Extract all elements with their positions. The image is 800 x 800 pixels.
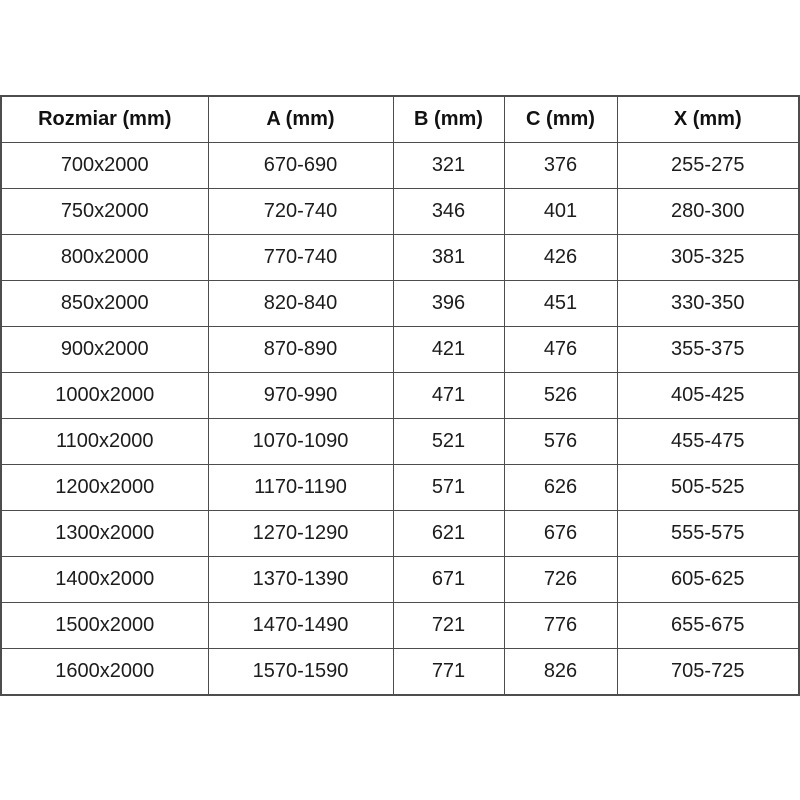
table-cell: 671 [393,557,504,603]
table-cell: 800x2000 [1,235,208,281]
table-row [1,603,799,649]
table-row [1,511,799,557]
table-cell: 555-575 [617,511,799,557]
size-dimensions-table [0,95,800,696]
table-cell: 1400x2000 [1,557,208,603]
table-row [1,189,799,235]
table-cell: 280-300 [617,189,799,235]
dimensions-table-container [0,95,798,696]
table-cell: 355-375 [617,327,799,373]
table-row [1,373,799,419]
table-cell: 705-725 [617,649,799,696]
table-cell: 376 [504,143,617,189]
table-cell: 676 [504,511,617,557]
table-cell: 1470-1490 [208,603,393,649]
table-cell: 405-425 [617,373,799,419]
table-cell: 421 [393,327,504,373]
table-cell: 670-690 [208,143,393,189]
table-cell: 750x2000 [1,189,208,235]
table-cell: 720-740 [208,189,393,235]
table-cell: 576 [504,419,617,465]
table-cell: 1370-1390 [208,557,393,603]
table-cell: 426 [504,235,617,281]
table-cell: 321 [393,143,504,189]
table-cell: 870-890 [208,327,393,373]
table-cell: 1000x2000 [1,373,208,419]
table-cell: 605-625 [617,557,799,603]
table-cell: 381 [393,235,504,281]
table-body [1,143,799,696]
table-cell: 330-350 [617,281,799,327]
table-row [1,557,799,603]
table-cell: 1170-1190 [208,465,393,511]
table-cell: 471 [393,373,504,419]
table-cell: 776 [504,603,617,649]
table-cell: 451 [504,281,617,327]
table-cell: 1300x2000 [1,511,208,557]
table-cell: 505-525 [617,465,799,511]
table-cell: 1270-1290 [208,511,393,557]
table-row [1,649,799,696]
table-cell: 526 [504,373,617,419]
table-row [1,143,799,189]
table-row [1,465,799,511]
table-row [1,281,799,327]
column-header: Rozmiar (mm) [1,96,208,143]
table-cell: 455-475 [617,419,799,465]
table-row [1,327,799,373]
table-cell: 820-840 [208,281,393,327]
table-cell: 255-275 [617,143,799,189]
header-row [1,96,799,143]
table-row [1,235,799,281]
table-cell: 396 [393,281,504,327]
table-cell: 1500x2000 [1,603,208,649]
table-cell: 850x2000 [1,281,208,327]
table-cell: 721 [393,603,504,649]
column-header: X (mm) [617,96,799,143]
table-cell: 770-740 [208,235,393,281]
table-cell: 1200x2000 [1,465,208,511]
table-cell: 1600x2000 [1,649,208,696]
table-row [1,419,799,465]
table-cell: 571 [393,465,504,511]
table-cell: 346 [393,189,504,235]
table-cell: 826 [504,649,617,696]
table-cell: 970-990 [208,373,393,419]
table-cell: 900x2000 [1,327,208,373]
table-cell: 1570-1590 [208,649,393,696]
table-cell: 655-675 [617,603,799,649]
table-cell: 476 [504,327,617,373]
column-header: A (mm) [208,96,393,143]
table-cell: 626 [504,465,617,511]
table-cell: 1070-1090 [208,419,393,465]
table-header [1,96,799,143]
table-cell: 700x2000 [1,143,208,189]
table-cell: 1100x2000 [1,419,208,465]
table-cell: 726 [504,557,617,603]
table-cell: 305-325 [617,235,799,281]
column-header: B (mm) [393,96,504,143]
table-cell: 521 [393,419,504,465]
table-cell: 621 [393,511,504,557]
column-header: C (mm) [504,96,617,143]
table-cell: 401 [504,189,617,235]
table-cell: 771 [393,649,504,696]
